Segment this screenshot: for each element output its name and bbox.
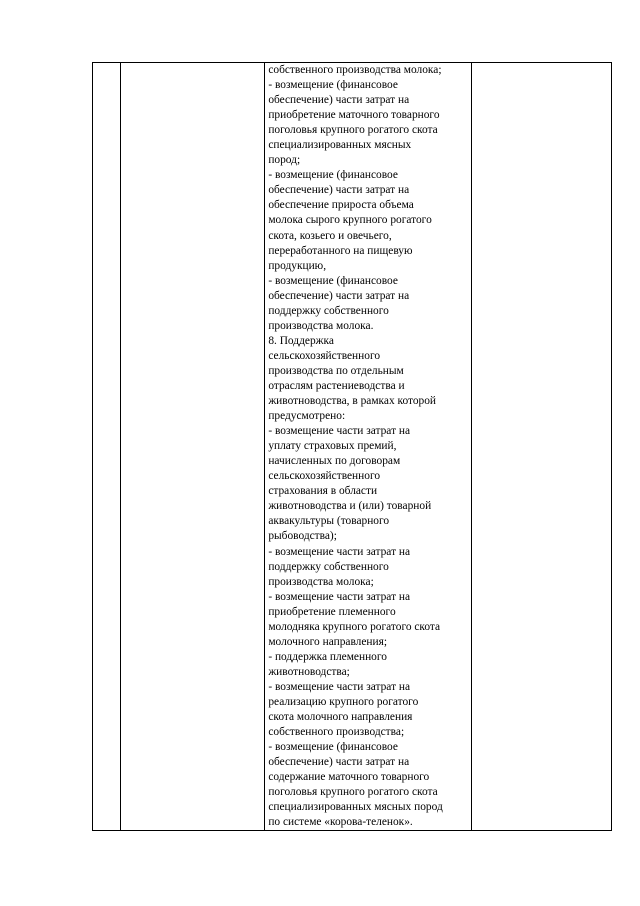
description-line: молодняка крупного рогатого скота [268,620,441,633]
description-line: обеспечение) части затрат на [268,94,410,107]
table-cell-description [265,63,471,831]
description-line: - поддержка племенного [268,650,387,663]
description-line: скота, козьего и овечьего, [268,229,392,242]
table-cell-name [121,63,265,831]
cell-description-text [265,63,470,830]
description-line: молока сырого крупного рогатого [268,214,432,227]
description-line: - возмещение части затрат на [268,590,411,603]
description-line: - возмещение части затрат на [268,425,411,438]
description-line: реализацию крупного рогатого [268,695,419,708]
description-line: приобретение маточного товарного [268,109,440,122]
description-line: специализированных мясных пород [268,801,443,814]
table-cell-notes [471,63,611,831]
document-table [92,62,612,831]
description-line: - возмещение (финансовое [268,274,398,287]
description-line: обеспечение прироста объема [268,199,414,212]
description-line: производства по отдельным [268,364,404,377]
description-line: отраслям растениеводства и [268,379,405,392]
description-line: обеспечение) части затрат на [268,289,410,302]
table-cell-number [93,63,121,831]
description-line: поддержку собственного [268,560,389,573]
description-line: собственного производства; [268,726,405,739]
description-line: - возмещение (финансовое [268,79,398,92]
table-row [93,63,612,831]
description-line: сельскохозяйственного [268,470,381,483]
description-line: поддержку собственного [268,304,389,317]
description-line: молочного направления; [268,635,388,648]
description-line: специализированных мясных [268,139,412,152]
description-line: по системе «корова-теленок». [268,816,413,829]
description-line: - возмещение части затрат на [268,680,411,693]
description-line: начисленных по договорам [268,455,401,468]
description-line: пород; [268,154,301,167]
description-line: аквакультуры (товарного [268,515,390,528]
description-line: содержание маточного товарного [268,771,430,784]
description-line: рыбоводства); [268,530,337,543]
description-line: поголовья крупного рогатого скота [268,786,438,799]
description-line: - возмещение (финансовое [268,741,398,754]
description-line: производства молока. [268,319,374,332]
description-line: уплату страховых премий, [268,440,397,453]
description-line: скота молочного направления [268,711,413,724]
description-line: животноводства и (или) товарной [268,500,432,513]
description-line: страхования в области [268,485,378,498]
description-line: приобретение племенного [268,605,396,618]
description-line: животноводства, в рамках которой [268,395,437,408]
description-line: животноводства; [268,665,350,678]
description-line: поголовья крупного рогатого скота [268,124,438,137]
description-line: продукцию, [268,259,327,272]
description-line: производства молока; [268,575,374,588]
description-line: 8. Поддержка [268,334,334,347]
description-line: собственного производства молока; [268,64,442,76]
description-line: обеспечение) части затрат на [268,756,410,769]
description-line: обеспечение) части затрат на [268,184,410,197]
description-line: переработанного на пищевую [268,244,413,257]
description-line: - возмещение части затрат на [268,545,411,558]
description-line: предусмотрено: [268,410,346,423]
description-line: сельскохозяйственного [268,349,381,362]
description-line: - возмещение (финансовое [268,169,398,182]
